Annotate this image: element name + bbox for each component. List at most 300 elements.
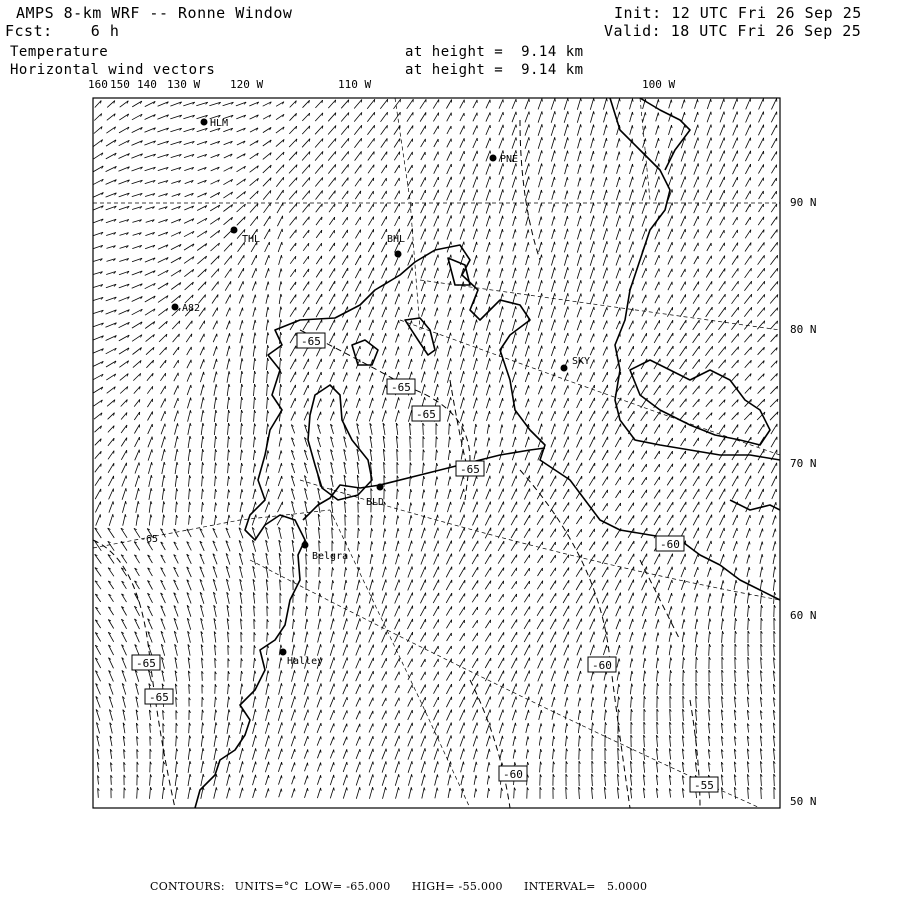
wind-vector: [145, 296, 155, 302]
wind-vector-head: [555, 111, 556, 114]
wind-vector: [604, 672, 606, 681]
wind-vector: [604, 697, 605, 707]
wind-vector: [396, 528, 398, 538]
wind-vector: [369, 281, 374, 292]
wind-vector-head: [268, 476, 269, 479]
wind-vector-head: [529, 437, 530, 440]
wind-vector: [276, 165, 284, 174]
wind-vector-head: [659, 164, 660, 167]
wind-vector: [370, 373, 373, 382]
wind-vector-head: [658, 619, 659, 622]
wind-vector: [590, 111, 593, 122]
wind-vector: [304, 670, 307, 681]
wind-vector: [369, 398, 372, 408]
wind-vector: [267, 632, 268, 641]
wind-vector: [473, 202, 477, 213]
wind-vector: [732, 360, 739, 368]
wind-vector: [384, 515, 385, 524]
wind-vector-head: [529, 281, 530, 284]
wind-vector: [421, 268, 425, 279]
wind-vector: [473, 113, 477, 122]
wind-vector-head: [646, 215, 647, 218]
wind-vector-head: [308, 683, 309, 686]
wind-vector: [107, 101, 115, 108]
wind-vector: [210, 218, 220, 225]
wind-vector: [643, 632, 645, 641]
wind-vector: [369, 191, 374, 199]
wind-vector: [771, 125, 776, 135]
wind-vector: [407, 606, 412, 617]
wind-vector-head: [529, 399, 530, 402]
wind-vector: [266, 424, 267, 435]
wind-vector: [499, 216, 502, 226]
wind-vector: [498, 502, 503, 513]
wind-vector-head: [373, 580, 374, 583]
wind-vector-head: [762, 542, 763, 545]
wind-vector: [93, 374, 103, 380]
wind-vector-head: [503, 411, 504, 414]
wind-vector-head: [425, 397, 426, 400]
wind-vector: [771, 151, 776, 160]
wind-vector: [343, 411, 346, 421]
wind-vector-head: [528, 255, 529, 258]
wind-vector: [628, 490, 633, 498]
wind-vector: [486, 151, 490, 162]
wind-vector: [354, 112, 362, 121]
wind-vector-head: [268, 282, 269, 285]
wind-vector: [214, 359, 217, 369]
wind-vector-head: [672, 138, 673, 141]
wind-vector: [329, 294, 335, 304]
wind-vector: [302, 126, 310, 134]
wind-vector-head: [528, 230, 529, 233]
wind-vector: [616, 321, 620, 329]
wind-vector-head: [568, 137, 569, 140]
wind-vector-head: [542, 346, 543, 349]
wind-vector: [253, 358, 254, 370]
wind-vector: [266, 320, 268, 331]
wind-vector: [330, 359, 334, 369]
wind-vector: [485, 541, 491, 551]
wind-vector: [317, 683, 321, 694]
wind-vector: [693, 489, 699, 499]
wind-vector-head: [749, 542, 750, 545]
wind-vector: [279, 255, 282, 265]
wind-vector: [132, 114, 142, 120]
wind-vector: [422, 307, 425, 316]
wind-vector-head: [348, 125, 349, 128]
wind-vector: [369, 645, 374, 656]
wind-vector-head: [385, 529, 386, 532]
wind-vector-head: [775, 579, 776, 582]
wind-vector: [719, 463, 725, 473]
wind-vector: [745, 255, 751, 264]
wind-vector: [602, 424, 607, 435]
wind-vector: [707, 190, 712, 200]
wind-vector: [577, 347, 580, 356]
wind-vector-head: [658, 633, 659, 636]
wind-vector: [433, 113, 438, 122]
wind-vector: [435, 502, 438, 512]
wind-vector: [526, 281, 529, 292]
wind-vector: [590, 241, 594, 252]
wind-vector: [760, 554, 762, 564]
wind-vector: [537, 542, 542, 550]
wind-vector: [238, 255, 244, 265]
wind-vector: [706, 386, 713, 394]
wind-vector-head: [516, 294, 517, 297]
wind-vector: [96, 514, 101, 525]
wind-vector: [330, 697, 334, 707]
wind-vector: [500, 268, 503, 278]
wind-vector: [225, 281, 231, 290]
wind-vector: [434, 139, 438, 147]
wind-vector-head: [360, 605, 361, 608]
wind-vector: [329, 256, 335, 265]
wind-vector-head: [619, 138, 620, 141]
wind-vector: [395, 320, 398, 330]
wind-vector: [473, 358, 476, 370]
wind-vector: [293, 607, 294, 616]
wind-vector: [655, 593, 659, 603]
wind-vector: [707, 150, 711, 161]
wind-vector-head: [646, 177, 647, 180]
wind-vector: [329, 204, 335, 212]
wind-vector: [603, 241, 607, 252]
wind-vector: [408, 410, 411, 422]
wind-vector-head: [451, 281, 452, 284]
wind-vector: [149, 488, 151, 500]
wind-vector: [421, 580, 426, 591]
wind-vector-head: [673, 412, 674, 415]
wind-vector: [254, 371, 255, 383]
wind-vector-head: [334, 631, 335, 634]
wind-vector: [108, 632, 113, 642]
wind-vector-head: [581, 320, 582, 323]
wind-vector-head: [620, 177, 621, 180]
wind-vector-head: [568, 307, 569, 310]
wind-vector-head: [451, 333, 452, 336]
wind-vector: [408, 255, 413, 266]
wind-vector: [109, 501, 113, 512]
wind-vector: [683, 657, 684, 668]
wind-vector-head: [438, 528, 439, 531]
wind-vector: [537, 619, 543, 629]
wind-vector: [486, 345, 489, 357]
wind-vector-head: [685, 151, 686, 154]
wind-vector: [395, 191, 400, 200]
wind-vector-head: [581, 254, 582, 257]
wind-vector-head: [283, 177, 284, 180]
wind-vector-head: [216, 397, 217, 400]
wind-vector-head: [294, 645, 295, 648]
wind-vector-head: [425, 294, 426, 297]
wind-vector: [421, 203, 426, 213]
wind-vector: [564, 658, 568, 669]
wind-vector: [668, 438, 673, 446]
wind-vector: [604, 138, 607, 148]
wind-vector: [486, 203, 490, 214]
wind-vector: [198, 269, 207, 277]
wind-vector: [719, 489, 725, 500]
wind-vector: [564, 398, 568, 408]
wind-vector-head: [281, 255, 282, 258]
wind-vector: [512, 332, 515, 343]
wind-vector: [265, 489, 268, 499]
wind-vector: [733, 515, 738, 525]
wind-vector: [512, 319, 515, 331]
wind-vector: [564, 267, 567, 278]
wind-vector: [447, 358, 450, 369]
wind-vector-head: [425, 541, 426, 544]
wind-vector: [604, 190, 607, 200]
wind-vector: [227, 502, 228, 512]
wind-vector: [656, 138, 659, 148]
wind-vector: [525, 137, 529, 148]
wind-vector: [758, 230, 764, 239]
wind-vector-head: [607, 98, 608, 101]
wind-vector-head: [516, 345, 517, 348]
wind-vector: [591, 165, 594, 174]
wind-vector: [602, 411, 608, 421]
wind-vector: [250, 166, 259, 173]
wind-vector: [434, 659, 439, 667]
wind-vector-head: [490, 242, 491, 245]
wind-vector: [472, 658, 478, 668]
wind-vector: [328, 126, 336, 135]
wind-vector: [770, 386, 777, 394]
wind-vector: [707, 112, 711, 122]
wind-vector: [564, 111, 568, 122]
wind-vector-head: [321, 683, 322, 686]
wind-vector: [670, 670, 671, 681]
wind-vector: [733, 112, 737, 123]
wind-vector-head: [151, 515, 152, 518]
wind-vector-head: [281, 683, 282, 686]
wind-vector-head: [282, 476, 283, 479]
wind-vector: [420, 606, 425, 616]
wind-vector: [757, 308, 764, 317]
wind-vector-head: [594, 254, 595, 257]
wind-vector-head: [476, 282, 477, 285]
wind-vector-head: [321, 670, 322, 673]
wind-vector: [225, 268, 231, 277]
wind-vector: [149, 501, 151, 512]
wind-vector: [499, 203, 502, 214]
wind-vector: [382, 605, 386, 616]
wind-vector-head: [464, 320, 465, 323]
wind-vector: [223, 192, 232, 198]
wind-vector-head: [763, 529, 764, 532]
wind-vector-head: [515, 437, 516, 440]
wind-vector: [707, 177, 712, 188]
wind-vector: [512, 137, 516, 148]
wind-vector: [381, 165, 386, 173]
wind-vector: [369, 684, 373, 693]
wind-vector-head: [450, 463, 451, 466]
wind-vector-head: [633, 164, 634, 167]
wind-vector: [524, 555, 529, 563]
wind-vector: [368, 165, 374, 174]
wind-vector: [641, 503, 647, 512]
wind-vector: [719, 476, 725, 486]
wind-vector: [289, 152, 297, 161]
wind-vector: [369, 605, 373, 616]
wind-vector-head: [698, 99, 699, 102]
wind-vector-head: [619, 659, 620, 662]
wind-vector: [382, 698, 386, 706]
wind-vector: [368, 178, 373, 186]
wind-vector: [421, 554, 425, 565]
wind-vector-head: [529, 385, 530, 388]
wind-vector: [343, 346, 347, 356]
wind-vector: [343, 399, 346, 408]
wind-vector: [511, 541, 517, 550]
wind-vector-head: [451, 397, 452, 400]
wind-vector-head: [528, 242, 529, 245]
wind-vector: [473, 476, 476, 486]
wind-vector-head: [242, 515, 243, 518]
wind-vector: [602, 554, 608, 564]
wind-vector: [433, 593, 439, 603]
wind-vector: [524, 502, 530, 512]
wind-vector-head: [464, 411, 465, 414]
wind-vector: [538, 280, 541, 291]
wind-vector: [201, 385, 204, 396]
wind-vector: [565, 177, 568, 187]
wind-vector: [655, 176, 659, 187]
wind-vector: [512, 112, 516, 122]
wind-vector: [733, 151, 738, 162]
wind-vector-head: [463, 476, 464, 479]
wind-vector-head: [684, 593, 685, 596]
wind-vector: [473, 164, 477, 175]
wind-vector: [538, 684, 542, 695]
wind-vector: [145, 322, 155, 329]
wind-vector: [693, 333, 700, 343]
wind-vector: [303, 294, 309, 303]
wind-vector: [228, 436, 229, 447]
wind-vector: [198, 282, 206, 291]
wind-vector: [500, 306, 503, 317]
wind-vector-head: [541, 190, 542, 193]
wind-vector: [590, 424, 595, 435]
wind-vector: [421, 294, 424, 304]
wind-vector-head: [269, 268, 270, 271]
lon-label-150: 150: [110, 78, 130, 91]
wind-vector: [693, 502, 699, 512]
wind-vector: [707, 230, 712, 239]
wind-vector: [770, 255, 777, 264]
wind-vector: [93, 179, 104, 185]
wind-vector: [369, 346, 373, 355]
wind-vector: [227, 384, 229, 396]
wind-vector-head: [607, 632, 608, 635]
wind-vector: [119, 140, 130, 145]
wind-vector: [498, 607, 503, 615]
wind-vector: [448, 295, 451, 304]
wind-vector: [447, 502, 450, 512]
wind-vector: [397, 489, 398, 499]
wind-vector: [551, 555, 556, 563]
wind-vector: [746, 515, 750, 525]
wind-vector: [732, 476, 738, 486]
wind-vector-head: [242, 346, 243, 349]
wind-vector: [460, 345, 463, 356]
wind-vector: [315, 164, 323, 173]
wind-vector: [525, 437, 528, 447]
wind-vector: [564, 242, 567, 253]
wind-vector: [758, 347, 765, 355]
wind-vector-head: [697, 594, 698, 597]
wind-vector: [397, 449, 398, 461]
wind-vector: [486, 100, 490, 109]
wind-vector: [433, 619, 438, 628]
wind-vector: [551, 280, 554, 291]
wind-vector: [267, 371, 268, 383]
wind-vector: [434, 228, 438, 239]
wind-vector: [145, 283, 156, 288]
wind-vector: [459, 646, 464, 654]
wind-vector-head: [515, 243, 516, 246]
wind-vector: [500, 425, 502, 434]
wind-vector: [538, 333, 541, 344]
wind-vector: [629, 228, 633, 239]
wind-vector: [317, 372, 321, 382]
wind-vector: [331, 580, 332, 589]
wind-vector: [407, 112, 413, 121]
wind-vector: [93, 153, 103, 159]
wind-vector: [305, 606, 306, 616]
wind-vector-head: [477, 229, 478, 232]
wind-vector: [655, 255, 659, 265]
wind-vector: [525, 372, 528, 382]
wind-vector: [641, 541, 647, 551]
wind-vector: [759, 99, 764, 110]
wind-vector: [706, 320, 713, 330]
wind-vector: [434, 697, 439, 707]
wind-vector-head: [725, 333, 726, 336]
wind-vector: [422, 333, 425, 342]
wind-vector: [525, 412, 528, 421]
wind-vector-head: [386, 360, 387, 363]
wind-vector: [422, 490, 424, 499]
lon-label-110w: 110 W: [338, 78, 372, 91]
wind-vector: [758, 255, 765, 264]
wind-vector: [641, 346, 647, 356]
wind-vector-head: [567, 177, 568, 180]
wind-vector: [253, 671, 254, 682]
fcst-value: 6 h: [90, 22, 120, 40]
wind-vector-head: [269, 489, 270, 492]
wind-vector: [188, 436, 190, 448]
wind-vector: [551, 359, 554, 368]
wind-vector: [734, 555, 737, 564]
wind-vector: [185, 282, 194, 290]
wind-vector: [396, 334, 399, 343]
wind-vector: [291, 696, 295, 707]
wind-vector: [460, 515, 464, 526]
wind-vector: [277, 190, 284, 200]
wind-vector: [628, 359, 633, 369]
wind-vector: [212, 295, 218, 304]
wind-vector: [423, 423, 424, 435]
wind-vector: [537, 645, 542, 656]
wind-vector: [770, 268, 777, 277]
wind-vector: [279, 670, 281, 681]
wind-vector: [356, 398, 359, 408]
wind-vector: [460, 215, 464, 226]
